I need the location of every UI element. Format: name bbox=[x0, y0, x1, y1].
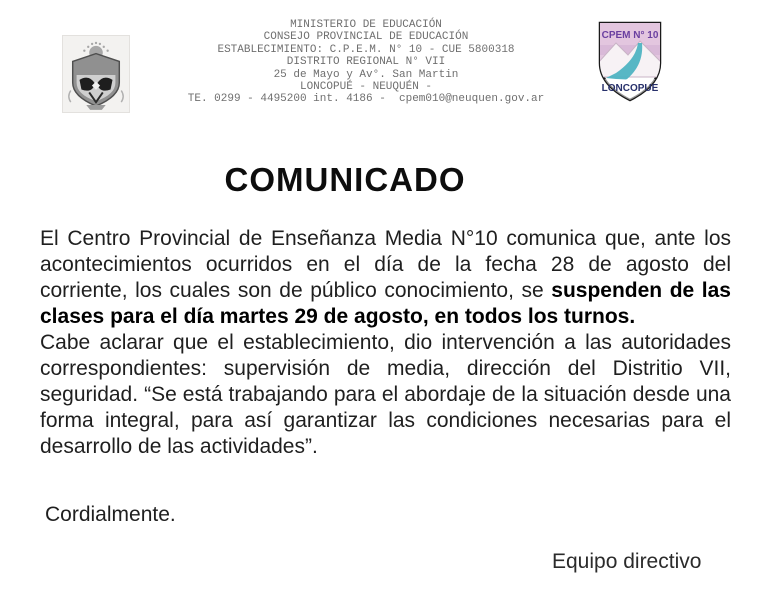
letterhead-line: ESTABLECIMIENTO: C.P.E.M. N° 10 - CUE 5800318 bbox=[217, 43, 515, 56]
letterhead-line: CONSEJO PROVINCIAL DE EDUCACIÓN bbox=[263, 31, 469, 44]
announcement-normal-run: El Centro Provincial de Enseñanza Media N°10 comunica que, ante los acontecimientos ocurridos en el día de la fecha 28 de agosto del corriente, los cuales son de público conocimiento, se bbox=[40, 227, 731, 302]
letterhead-line: MINISTERIO DE EDUCACIÓN bbox=[290, 19, 442, 31]
signature-text: Equipo directivo bbox=[552, 550, 702, 573]
cpem10-shield-icon bbox=[592, 17, 668, 105]
letterhead-line: LONCOPUÉ - NEUQUÉN - bbox=[299, 81, 433, 94]
cpem10-shield-logo bbox=[592, 17, 668, 105]
letterhead-line: DISTRITO REGIONAL N° VII bbox=[286, 56, 446, 69]
letterhead-line: 25 de Mayo y Av°. San Martin bbox=[273, 68, 459, 81]
page-title: COMUNICADO bbox=[224, 161, 466, 198]
paragraph-clarification: Cabe aclarar que el establecimiento, dio intervención a las autoridades correspondientes: supervisión de media, dirección del Distritio VII, seguridad. “Se está trabajando para el abordaje de la situación desde una forma integral, para así garantizar las condiciones necesarias para el desarrollo de las actividades”. bbox=[40, 331, 731, 458]
logo-top-label: CPEM N° 10 bbox=[601, 30, 659, 41]
announcement-bold-run: suspenden de las clases para el día martes 29 de agosto, en todos los turnos. bbox=[40, 279, 731, 328]
body-text bbox=[40, 226, 731, 460]
logo-bottom-label: LONCOPUE bbox=[601, 83, 659, 94]
paragraph-announcement bbox=[40, 226, 731, 330]
letterhead-line: TE. 0299 - 4495200 int. 4186 - cpem010@neuquen.gov.ar bbox=[187, 93, 545, 106]
closing-text: Cordialmente. bbox=[45, 503, 176, 526]
